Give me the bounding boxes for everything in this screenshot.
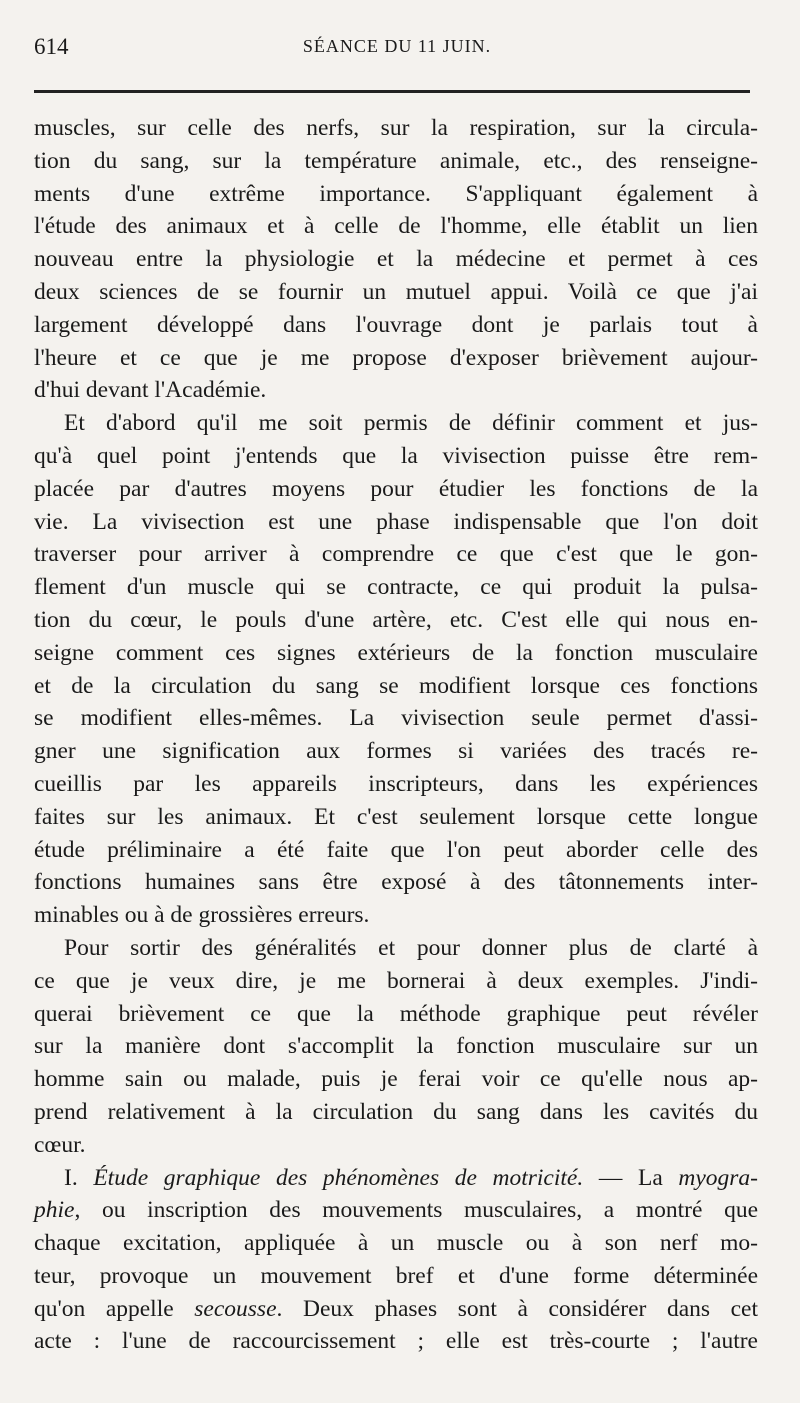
- running-title: SÉANCE DU 11 JUIN.: [302, 36, 492, 56]
- text-line: largement développé dans l'ouvrage dont je parlais tout à: [34, 311, 758, 338]
- paragraph: [34, 112, 758, 407]
- page-number: 614: [34, 34, 69, 59]
- em-dash-text: — La: [598, 1164, 663, 1191]
- text-line: ce que je veux dire, je me bornerai à deux exemples. J'indi-: [34, 967, 758, 994]
- text-line: Pour sortir des généralités et pour donner plus de clarté à: [64, 934, 758, 961]
- text-line: flement d'un muscle qui se contracte, ce qui produit la pulsa-: [34, 574, 758, 601]
- text-line: muscles, sur celle des nerfs, sur la respiration, sur la circula-: [34, 115, 758, 141]
- text-line: faites sur les animaux. Et c'est seulement lorsque cette longue: [34, 803, 758, 830]
- text-line: traverser pour arriver à comprendre ce que c'est que le gon-: [34, 541, 758, 568]
- section-heading-line: [34, 1162, 758, 1195]
- text-line: d'hui devant l'Académie.: [34, 377, 267, 404]
- text-line: [34, 1194, 758, 1227]
- text-line: et de la circulation du sang se modifient lorsque ces fonctions: [34, 672, 758, 699]
- text-line: qu'à quel point j'entends que la vivisection puisse être rem-: [34, 442, 758, 469]
- text-run: qu'on appelle: [34, 1295, 174, 1322]
- text-run: , ou inscription des mouvements musculaires, a montré que: [74, 1197, 758, 1224]
- text-line: ments d'une extrême importance. S'appliquant également à: [34, 180, 758, 207]
- section-number: I.: [64, 1164, 78, 1191]
- term-myographie-start: myogra-: [678, 1164, 759, 1191]
- text-line: cueillis par les appareils inscripteurs, dans les expériences: [34, 770, 758, 797]
- text-line: querai brièvement ce que la méthode graphique peut révéler: [34, 1000, 758, 1027]
- text-line: homme sain ou malade, puis je ferai voir ce qu'elle nous ap-: [34, 1066, 758, 1093]
- text-line: cœur.: [34, 1131, 86, 1158]
- page-header: [34, 30, 760, 64]
- text-line: minables ou à de grossières erreurs.: [34, 902, 370, 929]
- header-rule: [34, 90, 750, 93]
- paragraph: [34, 407, 758, 932]
- paragraph: [34, 1162, 758, 1359]
- body-text: [34, 112, 758, 1358]
- text-line: teur, provoque un mouvement bref et d'une forme déterminée: [34, 1262, 758, 1289]
- text-line: deux sciences de se fournir un mutuel appui. Voilà ce que j'ai: [34, 278, 758, 305]
- text-line: sur la manière dont s'accomplit la fonction musculaire sur un: [34, 1033, 758, 1060]
- text-line: Et d'abord qu'il me soit permis de définir comment et jus-: [64, 410, 758, 437]
- text-line: chaque excitation, appliquée à un muscle ou à son nerf mo-: [34, 1230, 758, 1257]
- text-line: l'étude des animaux et à celle de l'homme, elle établit un lien: [34, 213, 758, 240]
- text-line: seigne comment ces signes extérieurs de la fonction musculaire: [34, 639, 758, 666]
- text-line: gner une signification aux formes si variées des tracés re-: [34, 738, 758, 765]
- text-line: vie. La vivisection est une phase indispensable que l'on doit: [34, 508, 758, 535]
- text-line: étude préliminaire a été faite que l'on peut aborder celle des: [34, 836, 758, 863]
- text-line: fonctions humaines sans être exposé à des tâtonnements inter-: [34, 869, 758, 896]
- text-line: acte : l'une de raccourcissement ; elle est très-courte ; l'autre: [34, 1328, 758, 1355]
- text-line: tion du cœur, le pouls d'une artère, etc. C'est elle qui nous en-: [34, 606, 758, 633]
- term-myographie-end: phie: [34, 1197, 75, 1224]
- text-line: prend relativement à la circulation du sang dans les cavités du: [34, 1098, 758, 1125]
- text-line: se modifient elles-mêmes. La vivisection seule permet d'assi-: [34, 705, 758, 732]
- text-line: [34, 1293, 758, 1326]
- text-run: . Deux phases sont à considérer dans cet: [276, 1295, 759, 1322]
- term-secousse: secousse: [194, 1295, 277, 1322]
- paragraph: [34, 932, 758, 1162]
- text-line: nouveau entre la physiologie et la médecine et permet à ces: [34, 246, 758, 273]
- text-line: tion du sang, sur la température animale, etc., des renseigne-: [34, 147, 758, 174]
- text-line: placée par d'autres moyens pour étudier les fonctions de la: [34, 475, 758, 502]
- text-line: l'heure et ce que je me propose d'exposer brièvement aujour-: [34, 344, 758, 371]
- section-heading: Étude graphique des phénomènes de motricité.: [93, 1164, 584, 1191]
